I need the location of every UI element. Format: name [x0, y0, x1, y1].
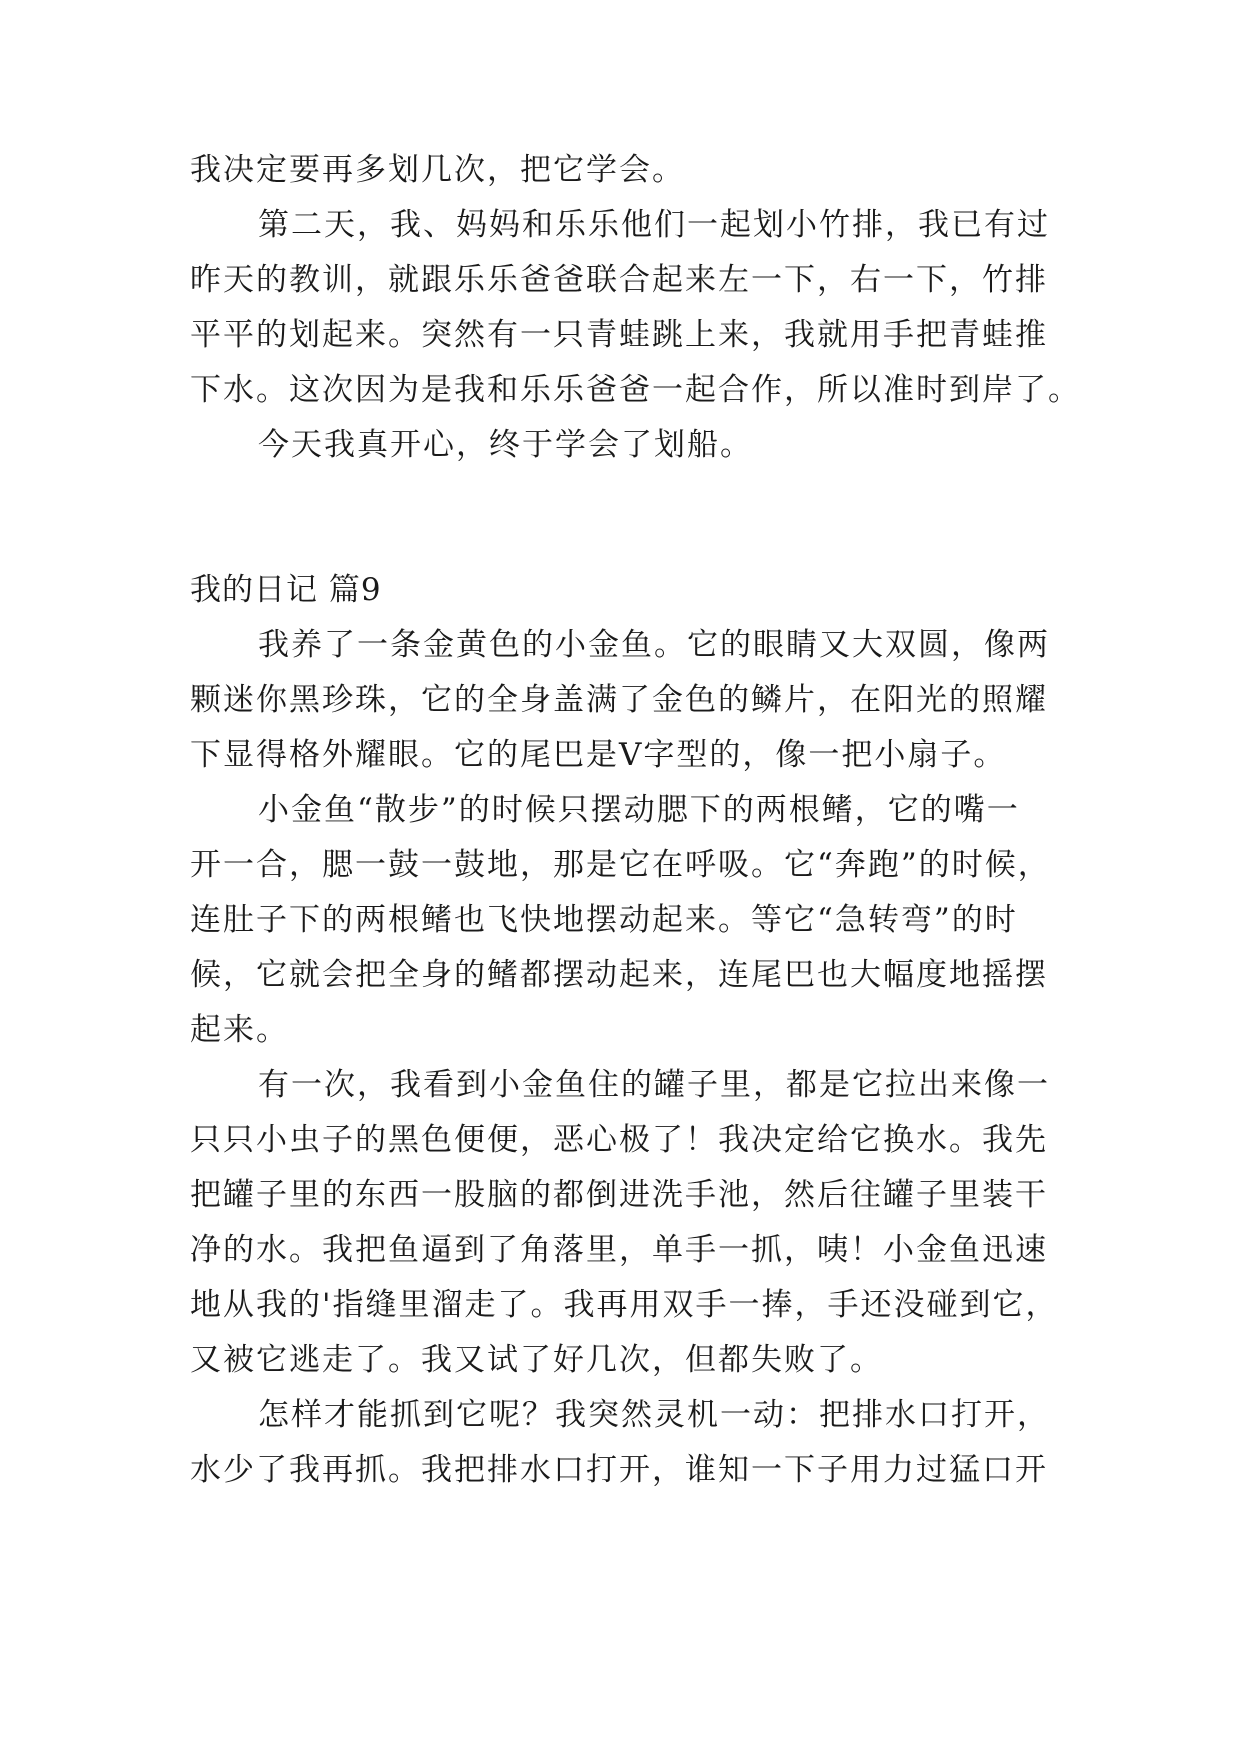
paragraph-first-line: 第二天，我、妈妈和乐乐他们一起划小竹排，我已有过: [258, 207, 1050, 243]
text-line: 颗迷你黑珍珠，它的全身盖满了金色的鳞片，在阳光的照耀: [190, 682, 1048, 718]
text-line: 又被它逃走了。我又试了好几次，但都失败了。: [190, 1342, 883, 1378]
text-line: 连肚子下的两根鳍也飞快地摆动起来。等它“急转弯”的时: [190, 902, 1018, 938]
text-line: 水少了我再抓。我把排水口打开，谁知一下子用力过猛口开: [190, 1452, 1048, 1488]
text-line: 昨天的教训，就跟乐乐爸爸联合起来左一下，右一下，竹排: [190, 262, 1048, 298]
text-line: 净的水。我把鱼逼到了角落里，单手一抓，咦！小金鱼迅速: [190, 1232, 1048, 1268]
paragraph-first-line: 小金鱼“散步”的时候只摆动腮下的两根鳍，它的嘴一: [258, 792, 1020, 828]
text-line: 平平的划起来。突然有一只青蛙跳上来，我就用手把青蛙推: [190, 317, 1048, 353]
text-line: 把罐子里的东西一股脑的都倒进洗手池，然后往罐子里装干: [190, 1177, 1048, 1213]
text-line: 下水。这次因为是我和乐乐爸爸一起合作，所以准时到岸了。: [190, 372, 1081, 408]
paragraph-first-line: 我养了一条金黄色的小金鱼。它的眼睛又大双圆，像两: [258, 627, 1050, 663]
paragraph-first-line: 今天我真开心，终于学会了划船。: [258, 427, 753, 463]
text-line: 地从我的'指缝里溜走了。我再用双手一捧，手还没碰到它，: [190, 1287, 1059, 1323]
text-line: 我决定要再多划几次，把它学会。: [190, 152, 685, 188]
text-line: 候，它就会把全身的鳍都摆动起来，连尾巴也大幅度地摇摆: [190, 957, 1048, 993]
paragraph-first-line: 有一次，我看到小金鱼住的罐子里，都是它拉出来像一: [258, 1067, 1050, 1103]
text-line: 只只小虫子的黑色便便，恶心极了！我决定给它换水。我先: [190, 1122, 1048, 1158]
text-line: 起来。: [190, 1012, 289, 1048]
section-title: 我的日记 篇9: [190, 572, 382, 608]
text-line: 开一合，腮一鼓一鼓地，那是它在呼吸。它“奔跑”的时候，: [190, 847, 1051, 883]
paragraph-first-line: 怎样才能抓到它呢？我突然灵机一动：把排水口打开，: [258, 1397, 1050, 1433]
text-line: 下显得格外耀眼。它的尾巴是V字型的，像一把小扇子。: [190, 737, 1007, 773]
